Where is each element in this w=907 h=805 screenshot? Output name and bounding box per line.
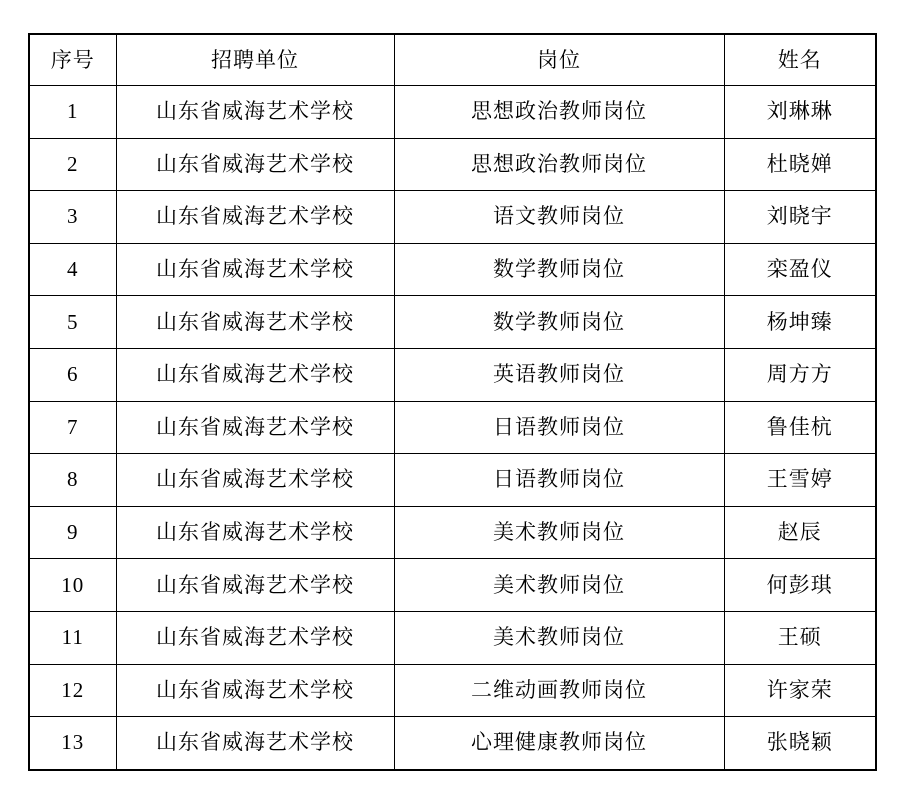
cell-post: 美术教师岗位 [394,506,724,559]
table-row [29,86,876,139]
cell-serial: 5 [29,296,116,349]
header-recruiting-unit: 招聘单位 [116,34,394,86]
cell-post: 思想政治教师岗位 [394,86,724,139]
header-position: 岗位 [394,34,724,86]
cell-unit: 山东省威海艺术学校 [116,454,394,507]
cell-name: 刘琳琳 [724,86,876,139]
cell-name: 王硕 [724,611,876,664]
cell-serial: 1 [29,86,116,139]
cell-post: 心理健康教师岗位 [394,717,724,770]
cell-serial: 10 [29,559,116,612]
cell-serial: 12 [29,664,116,717]
table-row [29,611,876,664]
cell-post: 英语教师岗位 [394,348,724,401]
cell-post: 美术教师岗位 [394,559,724,612]
cell-name: 刘晓宇 [724,191,876,244]
cell-name: 张晓颖 [724,717,876,770]
table-row [29,138,876,191]
cell-unit: 山东省威海艺术学校 [116,86,394,139]
cell-serial: 6 [29,348,116,401]
header-serial-number: 序号 [29,34,116,86]
cell-unit: 山东省威海艺术学校 [116,243,394,296]
table-row [29,664,876,717]
table-row [29,191,876,244]
table-row [29,401,876,454]
cell-name: 赵辰 [724,506,876,559]
cell-unit: 山东省威海艺术学校 [116,559,394,612]
cell-post: 日语教师岗位 [394,454,724,507]
cell-name: 许家荣 [724,664,876,717]
table-row [29,243,876,296]
cell-unit: 山东省威海艺术学校 [116,611,394,664]
recruitment-roster-table [28,33,877,771]
table-header-row [29,34,876,86]
cell-serial: 8 [29,454,116,507]
cell-name: 栾盈仪 [724,243,876,296]
cell-post: 思想政治教师岗位 [394,138,724,191]
cell-post: 语文教师岗位 [394,191,724,244]
cell-unit: 山东省威海艺术学校 [116,348,394,401]
cell-name: 鲁佳杭 [724,401,876,454]
cell-name: 杨坤臻 [724,296,876,349]
table-row [29,559,876,612]
cell-serial: 13 [29,717,116,770]
cell-serial: 3 [29,191,116,244]
header-name: 姓名 [724,34,876,86]
cell-name: 杜晓婵 [724,138,876,191]
cell-post: 数学教师岗位 [394,243,724,296]
cell-post: 数学教师岗位 [394,296,724,349]
cell-unit: 山东省威海艺术学校 [116,138,394,191]
cell-unit: 山东省威海艺术学校 [116,664,394,717]
cell-post: 美术教师岗位 [394,611,724,664]
cell-unit: 山东省威海艺术学校 [116,191,394,244]
cell-serial: 4 [29,243,116,296]
cell-unit: 山东省威海艺术学校 [116,506,394,559]
cell-serial: 9 [29,506,116,559]
cell-name: 何彭琪 [724,559,876,612]
cell-unit: 山东省威海艺术学校 [116,401,394,454]
cell-serial: 11 [29,611,116,664]
table-row [29,717,876,770]
table-row [29,506,876,559]
table-row [29,296,876,349]
cell-post: 二维动画教师岗位 [394,664,724,717]
cell-unit: 山东省威海艺术学校 [116,717,394,770]
table-row [29,454,876,507]
cell-name: 周方方 [724,348,876,401]
cell-serial: 2 [29,138,116,191]
cell-serial: 7 [29,401,116,454]
cell-post: 日语教师岗位 [394,401,724,454]
table-row [29,348,876,401]
cell-name: 王雪婷 [724,454,876,507]
cell-unit: 山东省威海艺术学校 [116,296,394,349]
